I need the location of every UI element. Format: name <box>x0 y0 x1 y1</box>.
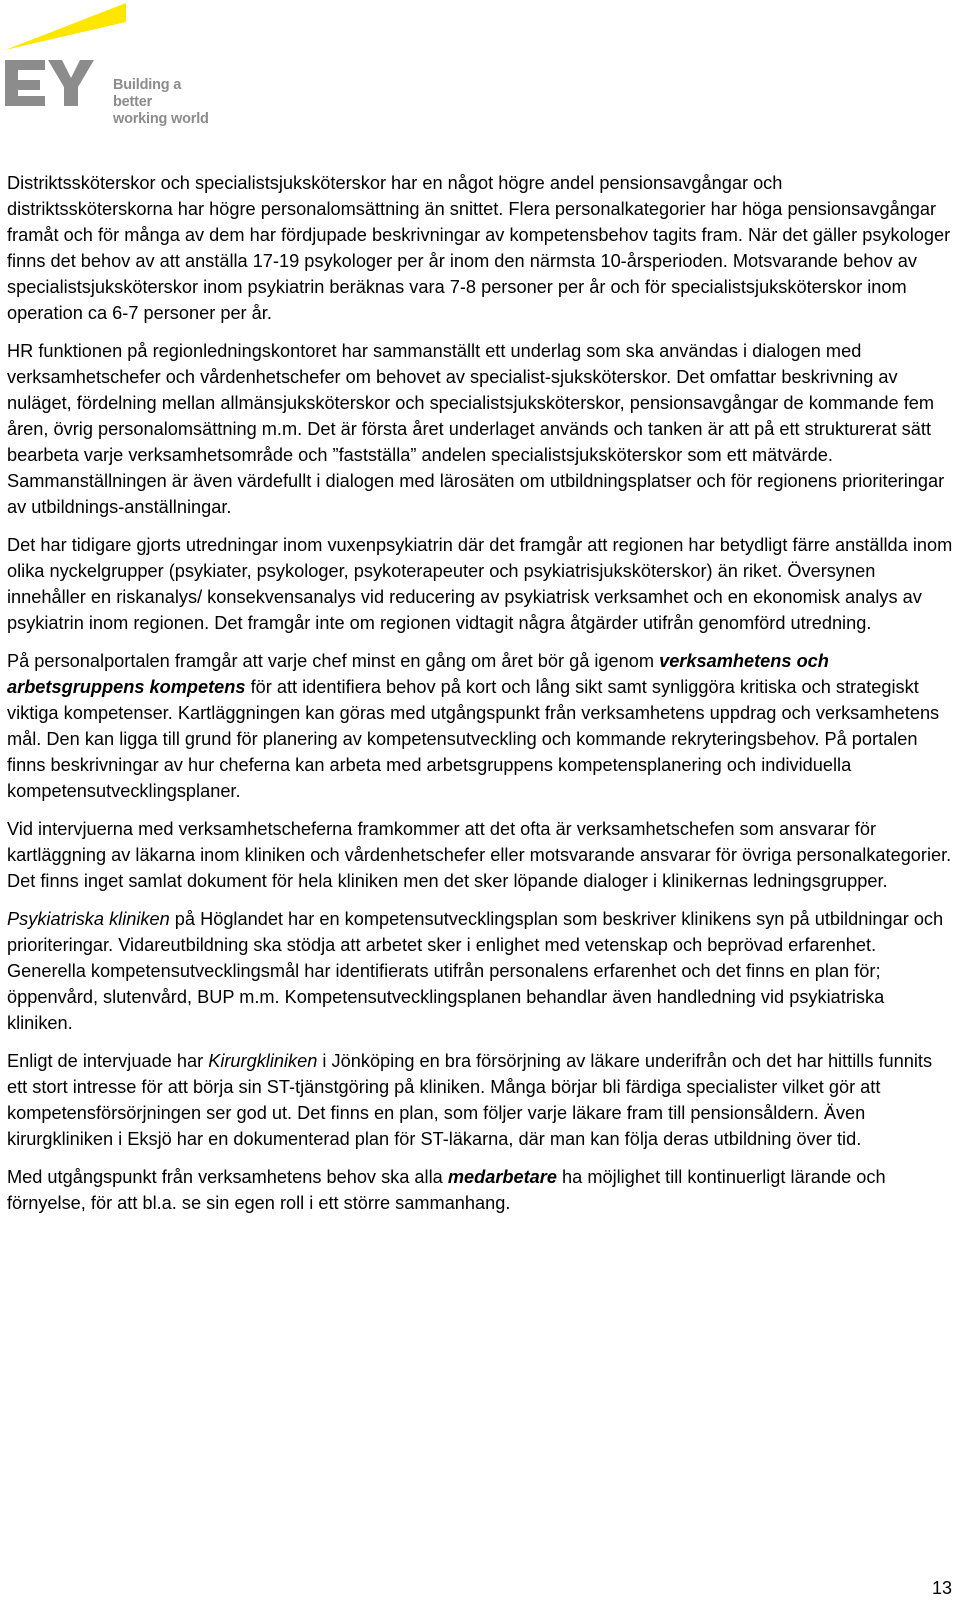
text-run: På personalportalen framgår att varje chef minst en gång om året bör gå igenom <box>7 651 660 671</box>
logo-tagline-line2: working world <box>113 111 209 127</box>
page-number: 13 <box>932 1578 953 1598</box>
paragraph <box>7 906 953 1036</box>
text-run: för att identifiera behov på kort och lång sikt samt synliggöra kritiska och strategiskt viktiga kompetenser. Kartläggningen kan göras med utgångspunkt från verksamhetens uppdrag och verksamhetens mål. Den kan ligga till grund för planering av kompetensutveckling och kommande rekryteringsbehov. På portalen finns beskrivningar av hur cheferna kan arbeta med arbetsgruppens kompetensplanering och individuella kompetensutvecklingsplaner. <box>7 677 940 801</box>
ey-logo <box>0 0 220 127</box>
text-run: i Jönköping en bra försörjning av läkare underifrån och det har hittills funnits ett stort intresse för att börja sin ST-tjänstgöring på kliniken. Många börjar bli färdiga specialister vilket gör att kompetensförsörjningen ser god ut. Det finns en plan, som följer varje läkare fram till pensionsåldern. Även kirurgkliniken i Eksjö har en dokumenterad plan för ST-läkarna, där man kan följa deras utbildning över tid. <box>7 1051 933 1149</box>
text-run: Med utgångspunkt från verksamhetens behov ska alla <box>7 1167 448 1187</box>
emphasis-text: Psykiatriska kliniken <box>7 909 170 929</box>
text-run: ha möjlighet till kontinuerligt lärande och förnyelse, för att bl.a. se sin egen roll i ett större sammanhang. <box>7 1167 886 1213</box>
emphasis-text: verksamhetens och arbetsgruppens kompetens <box>7 651 829 697</box>
paragraph <box>7 170 953 326</box>
emphasis-text: medarbetare <box>447 1167 557 1187</box>
paragraph <box>7 1048 953 1152</box>
document-body <box>7 170 953 1228</box>
paragraph <box>7 1164 953 1216</box>
paragraph <box>7 338 953 520</box>
emphasis-text: Kirurgkliniken <box>208 1051 318 1071</box>
logo-tagline <box>113 77 220 128</box>
paragraph <box>7 816 953 894</box>
text-run: Vid intervjuerna med verksamhetscheferna framkommer att det ofta är verksamhetschefen som ansvarar för kartläggning av läkarna inom kliniken och vårdenhetschefer eller motsvarande ansvarar för övriga personalkategorier. Det finns inget samlat dokument för hela kliniken men det sker löpande dialoger i klinikernas ledningsgrupper. <box>7 819 952 891</box>
text-run: HR funktionen på regionledningskontoret har sammanställt ett underlag som ska användas i dialogen med verksamhetschefer och vårdenhetschefer om behovet av specialist-sjuksköterskor. Det omfattar beskrivning av nuläget, fördelning mellan allmänsjuksköterskor och specialistsjuksköterskor, pensionsavgångar de kommande fem åren, övrig personalomsättning m.m. Det är första året underlaget används och tanken är att på ett strukturerat sätt bearbeta varje verksamhetsområde och ”fastställa” andelen specialistsjuksköterskor som ett mätvärde. Sammanställningen är även värdefullt i dialogen med lärosäten om utbildningsplatser och för regionens prioriteringar av utbildnings-anställningar. <box>7 341 945 517</box>
logo-tagline-line1: Building a better <box>113 77 182 110</box>
text-run: Distriktssköterskor och specialistsjuksköterskor har en något högre andel pensionsavgångar och distriktssköterskorna har högre personalomsättning än snittet. Flera personalkategorier har höga pensionsavgångar framåt och för många av dem har fördjupade beskrivningar av kompetensbehov tagits fram. När det gäller psykologer finns det behov av att anställa 17-19 psykologer per år inom den närmsta 10-årsperioden. Motsvarande behov av specialistsjuksköterskor inom psykiatrin beräknas vara 7-8 personer per år och för specialistsjuksköterskor inom operation ca 6-7 personer per år. <box>7 173 951 323</box>
paragraph <box>7 532 953 636</box>
text-run: på Höglandet har en kompetensutvecklingsplan som beskriver klinikens syn på utbildningar och prioriteringar. Vidareutbildning ska stödja att arbetet sker i enlighet med vetenskap och beprövad erfarenhet. Generella kompetensutvecklingsmål har identifierats utifrån personalens erfarenhet och det finns en plan för; öppenvård, slutenvård, BUP m.m. Kompetensutvecklingsplanen behandlar även handledning vid psykiatriska kliniken. <box>7 909 944 1033</box>
text-run: Enligt de intervjuade har <box>7 1051 209 1071</box>
text-run: Det har tidigare gjorts utredningar inom vuxenpsykiatrin där det framgår att regionen har betydligt färre anställda inom olika nyckelgrupper (psykiater, psykologer, psykoterapeuter och psykiatrisjuksköterskor) än riket. Översynen innehåller en riskanalys/ konsekvensanalys vid reducering av psykiatrisk verksamhet och en ekonomisk analys av psykiatrin inom regionen. Det framgår inte om regionen vidtagit några åtgärder utifrån genomförd utredning. <box>7 535 953 633</box>
paragraph <box>7 648 953 804</box>
